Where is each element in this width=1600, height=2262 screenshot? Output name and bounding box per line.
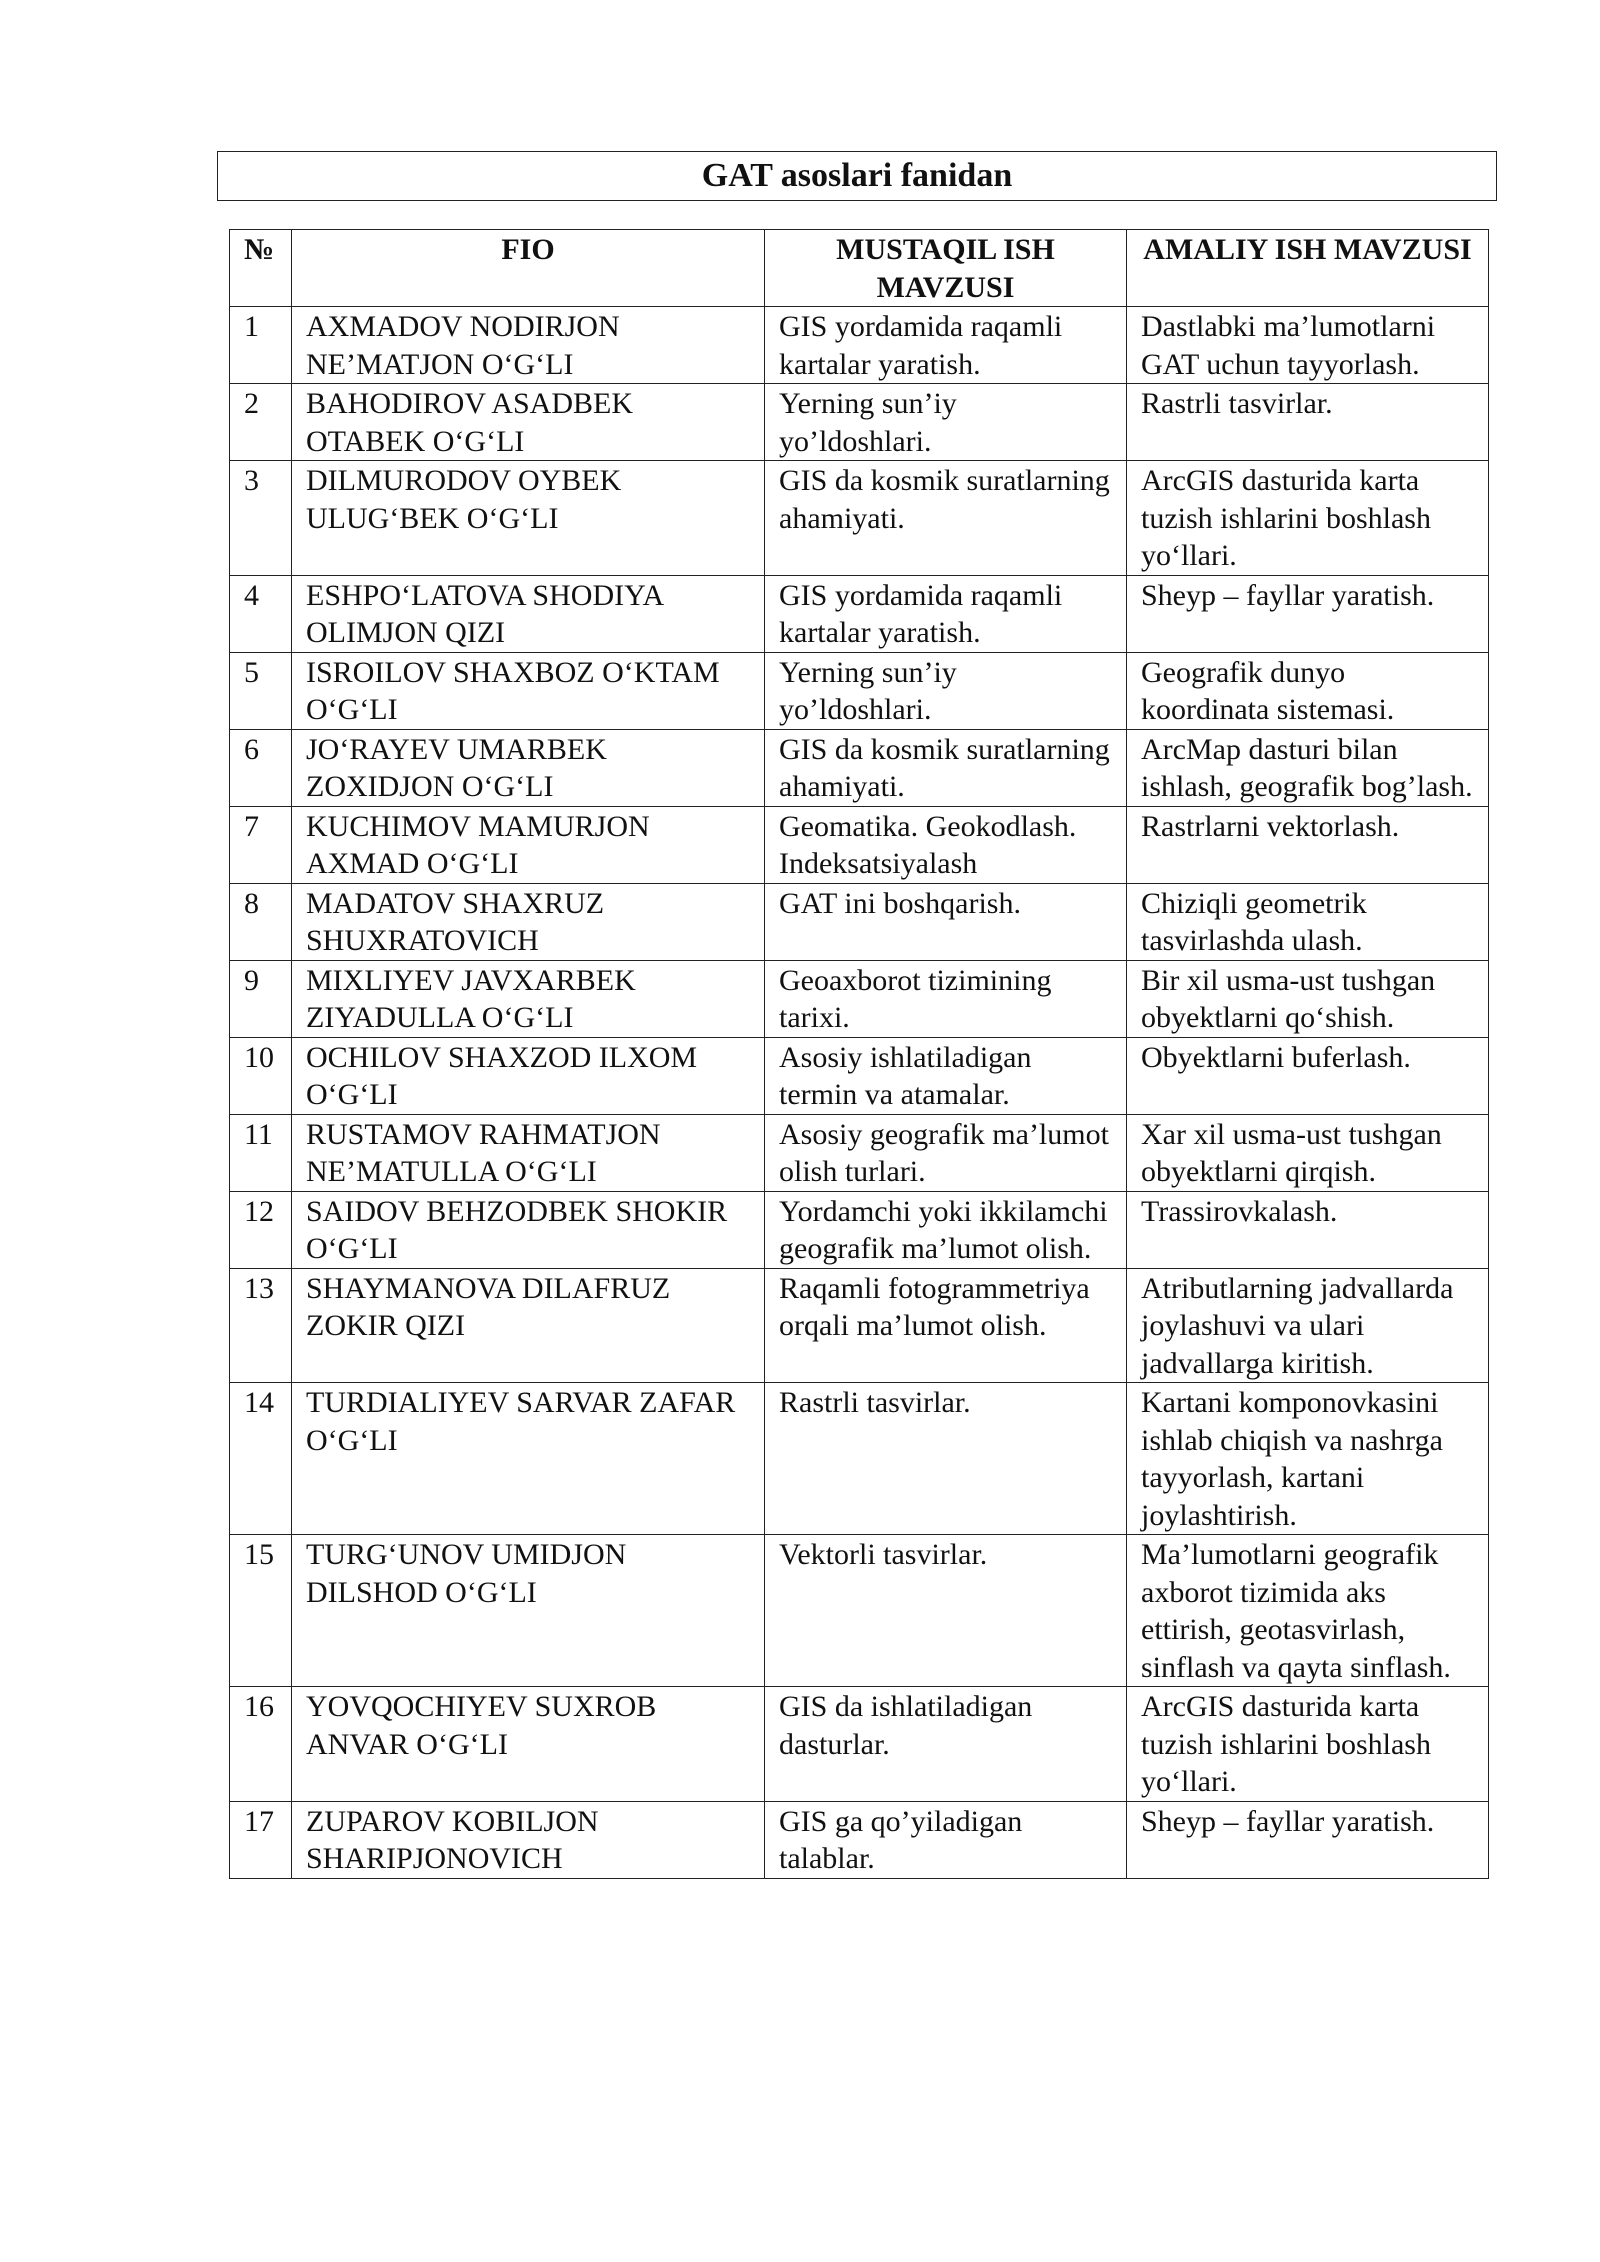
cell-fio: KUCHIMOV MAMURJON AXMAD O‘G‘LI — [292, 806, 765, 883]
cell-number: 4 — [230, 575, 292, 652]
cell-independent-work-topic: Geoaxborot tizimining tarixi. — [765, 960, 1127, 1037]
table-row — [230, 461, 1489, 576]
cell-fio: MIXLIYEV JAVXARBEK ZIYADULLA O‘G‘LI — [292, 960, 765, 1037]
cell-number: 10 — [230, 1037, 292, 1114]
cell-independent-work-topic: Yerning sun’iy yo’ldoshlari. — [765, 652, 1127, 729]
table-row — [230, 384, 1489, 461]
cell-number: 16 — [230, 1687, 292, 1802]
table-row — [230, 1801, 1489, 1878]
cell-independent-work-topic: Geomatika. Geokodlash. Indeksatsiyalash — [765, 806, 1127, 883]
table-row — [230, 806, 1489, 883]
cell-number: 6 — [230, 729, 292, 806]
cell-fio: MADATOV SHAXRUZ SHUXRATOVICH — [292, 883, 765, 960]
cell-independent-work-topic: GIS yordamida raqamli kartalar yaratish. — [765, 575, 1127, 652]
cell-independent-work-topic: Yordamchi yoki ikkilamchi geografik ma’lumot olish. — [765, 1191, 1127, 1268]
table-row — [230, 729, 1489, 806]
cell-number: 1 — [230, 307, 292, 384]
cell-practical-work-topic: Geografik dunyo koordinata sistemasi. — [1127, 652, 1489, 729]
cell-number: 13 — [230, 1268, 292, 1383]
cell-fio: BAHODIROV ASADBEK OTABEK O‘G‘LI — [292, 384, 765, 461]
cell-fio: ZUPAROV KOBILJON SHARIPJONOVICH — [292, 1801, 765, 1878]
cell-practical-work-topic: Sheyp – fayllar yaratish. — [1127, 1801, 1489, 1878]
cell-number: 7 — [230, 806, 292, 883]
cell-practical-work-topic: Trassirovkalash. — [1127, 1191, 1489, 1268]
table-row — [230, 652, 1489, 729]
cell-number: 17 — [230, 1801, 292, 1878]
cell-practical-work-topic: Sheyp – fayllar yaratish. — [1127, 575, 1489, 652]
cell-practical-work-topic: Xar xil usma-ust tushgan obyektlarni qirqish. — [1127, 1114, 1489, 1191]
cell-independent-work-topic: GIS ga qo’yiladigan talablar. — [765, 1801, 1127, 1878]
cell-number: 14 — [230, 1383, 292, 1535]
cell-practical-work-topic: Obyektlarni buferlash. — [1127, 1037, 1489, 1114]
cell-independent-work-topic: Asosiy ishlatiladigan termin va atamalar. — [765, 1037, 1127, 1114]
cell-independent-work-topic: Yerning sun’iy yo’ldoshlari. — [765, 384, 1127, 461]
cell-number: 8 — [230, 883, 292, 960]
cell-independent-work-topic: Rastrli tasvirlar. — [765, 1383, 1127, 1535]
cell-fio: SHAYMANOVA DILAFRUZ ZOKIR QIZI — [292, 1268, 765, 1383]
cell-fio: ISROILOV SHAXBOZ O‘KTAM O‘G‘LI — [292, 652, 765, 729]
cell-fio: RUSTAMOV RAHMATJON NE’MATULLA O‘G‘LI — [292, 1114, 765, 1191]
table-row — [230, 883, 1489, 960]
cell-number: 12 — [230, 1191, 292, 1268]
cell-practical-work-topic: Chiziqli geometrik tasvirlashda ulash. — [1127, 883, 1489, 960]
cell-independent-work-topic: Asosiy geografik ma’lumot olish turlari. — [765, 1114, 1127, 1191]
header-row — [230, 230, 1489, 307]
table-body — [230, 307, 1489, 1879]
cell-number: 11 — [230, 1114, 292, 1191]
header-fio: FIO — [292, 230, 765, 307]
cell-number: 5 — [230, 652, 292, 729]
header-number: № — [230, 230, 292, 307]
table-row — [230, 1037, 1489, 1114]
cell-practical-work-topic: Rastrli tasvirlar. — [1127, 384, 1489, 461]
table-row — [230, 307, 1489, 384]
table-row — [230, 1268, 1489, 1383]
header-independent-work-topic: MUSTAQIL ISH MAVZUSI — [765, 230, 1127, 307]
cell-fio: OCHILOV SHAXZOD ILXOM O‘G‘LI — [292, 1037, 765, 1114]
table-row — [230, 575, 1489, 652]
cell-fio: AXMADOV NODIRJON NE’MATJON O‘G‘LI — [292, 307, 765, 384]
cell-fio: ESHPO‘LATOVA SHODIYA OLIMJON QIZI — [292, 575, 765, 652]
cell-fio: JO‘RAYEV UMARBEK ZOXIDJON O‘G‘LI — [292, 729, 765, 806]
cell-independent-work-topic: Raqamli fotogrammetriya orqali ma’lumot olish. — [765, 1268, 1127, 1383]
cell-practical-work-topic: Dastlabki ma’lumotlarni GAT uchun tayyorlash. — [1127, 307, 1489, 384]
cell-fio: YOVQOCHIYEV SUXROB ANVAR O‘G‘LI — [292, 1687, 765, 1802]
cell-independent-work-topic: GIS da kosmik suratlarning ahamiyati. — [765, 461, 1127, 576]
cell-independent-work-topic: GIS da ishlatiladigan dasturlar. — [765, 1687, 1127, 1802]
cell-practical-work-topic: Rastrlarni vektorlash. — [1127, 806, 1489, 883]
cell-number: 15 — [230, 1535, 292, 1687]
cell-practical-work-topic: Atributlarning jadvallarda joylashuvi va ulari jadvallarga kiritish. — [1127, 1268, 1489, 1383]
header-practical-work-topic: AMALIY ISH MAVZUSI — [1127, 230, 1489, 307]
cell-number: 2 — [230, 384, 292, 461]
cell-number: 9 — [230, 960, 292, 1037]
cell-practical-work-topic: Kartani komponovkasini ishlab chiqish va nashrga tayyorlash, kartani joylashtirish. — [1127, 1383, 1489, 1535]
cell-practical-work-topic: Bir xil usma-ust tushgan obyektlarni qo‘shish. — [1127, 960, 1489, 1037]
cell-independent-work-topic: GIS yordamida raqamli kartalar yaratish. — [765, 307, 1127, 384]
cell-practical-work-topic: Ma’lumotlarni geografik axborot tizimida aks ettirish, geotasvirlash, sinflash va qayta sinflash. — [1127, 1535, 1489, 1687]
cell-practical-work-topic: ArcMap dasturi bilan ishlash, geografik bog’lash. — [1127, 729, 1489, 806]
cell-fio: TURG‘UNOV UMIDJON DILSHOD O‘G‘LI — [292, 1535, 765, 1687]
cell-fio: DILMURODOV OYBEK ULUG‘BEK O‘G‘LI — [292, 461, 765, 576]
cell-practical-work-topic: ArcGIS dasturida karta tuzish ishlarini boshlash yo‘llari. — [1127, 1687, 1489, 1802]
table-row — [230, 1114, 1489, 1191]
cell-independent-work-topic: Vektorli tasvirlar. — [765, 1535, 1127, 1687]
student-topics-table — [229, 229, 1489, 1879]
cell-independent-work-topic: GIS da kosmik suratlarning ahamiyati. — [765, 729, 1127, 806]
cell-number: 3 — [230, 461, 292, 576]
cell-independent-work-topic: GAT ini boshqarish. — [765, 883, 1127, 960]
cell-fio: SAIDOV BEHZODBEK SHOKIR O‘G‘LI — [292, 1191, 765, 1268]
table-header — [230, 230, 1489, 307]
table-row — [230, 960, 1489, 1037]
table-row — [230, 1191, 1489, 1268]
cell-practical-work-topic: ArcGIS dasturida karta tuzish ishlarini boshlash yo‘llari. — [1127, 461, 1489, 576]
table-row — [230, 1383, 1489, 1535]
document-title: GAT asoslari fanidan — [217, 151, 1497, 201]
table-row — [230, 1535, 1489, 1687]
table-row — [230, 1687, 1489, 1802]
cell-fio: TURDIALIYEV SARVAR ZAFAR O‘G‘LI — [292, 1383, 765, 1535]
